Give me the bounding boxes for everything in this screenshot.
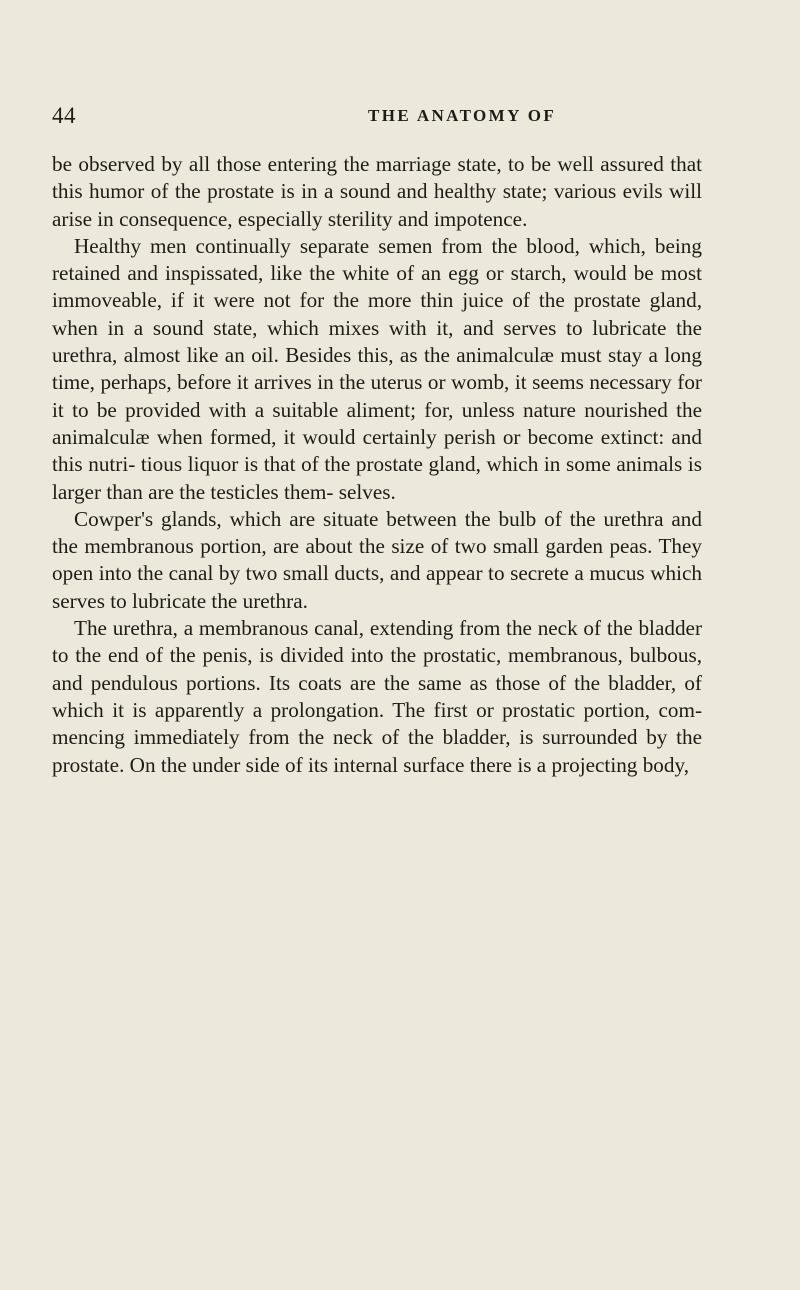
page-header bbox=[52, 103, 712, 133]
paragraph-4: The urethra, a membranous canal, extending from the neck of the bladder to the end of the penis, is divided into the prostatic, membranous, bulbous, and pendulous portions. Its coats are the same as those of the bladder, of which it is apparently a prolongation. The first or prostatic portion, com- mencing immediately from the neck of the bladder, is surrounded by the prostate. On the under side of its internal surface there is a projecting body, bbox=[52, 616, 702, 777]
paragraph-2: Healthy men continually separate semen from the blood, which, being retained and inspissated, like the white of an egg or starch, would be most immoveable, if it were not for the more thin juice of the prostate gland, when in a sound state, which mixes with it, and serves to lubricate the urethra, almost like an oil. Besides this, as the animalculæ must stay a long time, perhaps, before it arrives in the uterus or womb, it seems necessary for it to be provided with a suitable aliment; for, unless nature nourished the animalculæ when formed, it would certainly perish or become extinct: and this nutri- tious liquor is that of the prostate gland, which in some animals is larger than are the testicles them- selves. bbox=[52, 233, 702, 504]
running-head: THE ANATOMY OF bbox=[368, 106, 557, 125]
body-text bbox=[52, 151, 702, 779]
page-number: 44 bbox=[52, 103, 76, 128]
paragraph-1: be observed by all those entering the marriage state, to be well assured that this humor of the prostate is in a sound and healthy state; various evils will arise in consequence, especially sterility and impotence. bbox=[52, 152, 702, 231]
paragraph-3: Cowper's glands, which are situate between the bulb of the urethra and the membranous portion, are about the size of two small garden peas. They open into the canal by two small ducts, and appear to secrete a mucus which serves to lubricate the urethra. bbox=[52, 506, 702, 613]
